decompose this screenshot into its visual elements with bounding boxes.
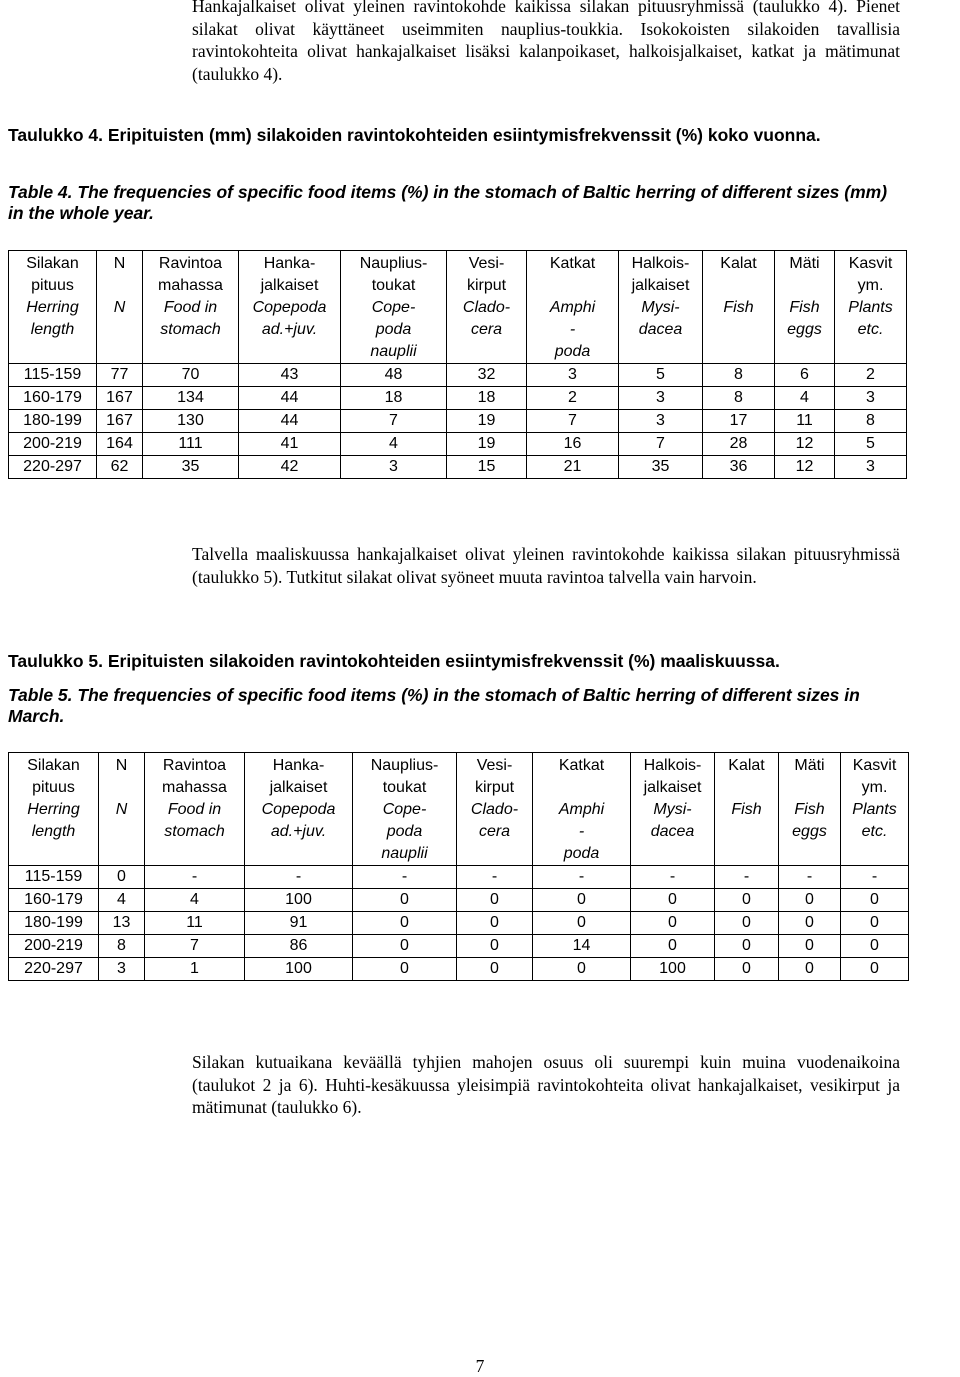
table-cell: 100 [245, 958, 353, 981]
table-cell: 12 [775, 456, 835, 479]
col-header-amphipoda: Katkat Amphi - poda [527, 251, 619, 364]
table-row [9, 364, 907, 387]
table-row [9, 456, 907, 479]
table-cell: - [841, 866, 909, 889]
table-cell: - [779, 866, 841, 889]
table-cell: 0 [841, 889, 909, 912]
table-cell: 220-297 [9, 958, 99, 981]
table-cell: 77 [97, 364, 143, 387]
table-cell: 0 [631, 889, 715, 912]
table-cell: 4 [775, 387, 835, 410]
table-cell: 4 [341, 433, 447, 456]
table-cell: 7 [341, 410, 447, 433]
table-cell: 91 [245, 912, 353, 935]
table-cell: 0 [533, 958, 631, 981]
table-cell: 115-159 [9, 364, 97, 387]
table-cell: 200-219 [9, 433, 97, 456]
table-cell: 43 [239, 364, 341, 387]
table-cell: 8 [703, 387, 775, 410]
table-header-row [9, 753, 909, 866]
table5-caption-fi: Taulukko 5. Eripituisten silakoiden ravintokohteiden esiintymisfrekvenssit (%) maaliskuussa. [8, 651, 780, 671]
table-cell: 0 [457, 889, 533, 912]
col-header-cladocera: Vesi- kirput Clado- cera [447, 251, 527, 364]
table-cell: 0 [99, 866, 145, 889]
table-cell: - [631, 866, 715, 889]
col-header-eggs: Mäti Fish eggs [779, 753, 841, 866]
table-cell: 14 [533, 935, 631, 958]
table-cell: 160-179 [9, 387, 97, 410]
table-cell: 48 [341, 364, 447, 387]
table-cell: 4 [145, 889, 245, 912]
table-cell: 16 [527, 433, 619, 456]
table-cell: 7 [145, 935, 245, 958]
table-cell: 2 [835, 364, 907, 387]
table-cell: 160-179 [9, 889, 99, 912]
table-cell: 8 [703, 364, 775, 387]
table-cell: 3 [527, 364, 619, 387]
table-cell: 0 [533, 912, 631, 935]
table-cell: 5 [835, 433, 907, 456]
page-number: 7 [475, 1356, 485, 1376]
col-header-plants: Kasvit ym. Plants etc. [835, 251, 907, 364]
table-cell: 35 [143, 456, 239, 479]
table-row [9, 889, 909, 912]
table-cell: 3 [99, 958, 145, 981]
table-cell: 0 [779, 958, 841, 981]
table-cell: 41 [239, 433, 341, 456]
middle-paragraph: Talvella maaliskuussa hankajalkaiset olivat yleinen ravintokohde kaikissa silakan pituusryhmissä (taulukko 5). Tutkitut silakat olivat syöneet muuta ravintoa talvella vain harvoin. [192, 544, 900, 587]
col-header-n: N N [97, 251, 143, 364]
col-header-stomach: Ravintoa mahassa Food in stomach [143, 251, 239, 364]
table5-caption-en: Table 5. The frequencies of specific food items (%) in the stomach of Baltic herring of different sizes in March. [8, 685, 860, 726]
table-cell: 17 [703, 410, 775, 433]
table-cell: 42 [239, 456, 341, 479]
table4-caption-fi: Taulukko 4. Eripituisten (mm) silakoiden ravintokohteiden esiintymisfrekvenssit (%) koko vuonna. [8, 125, 821, 145]
table-cell: 0 [457, 912, 533, 935]
table-cell: 0 [353, 958, 457, 981]
table-cell: 200-219 [9, 935, 99, 958]
col-header-cladocera: Vesi- kirput Clado- cera [457, 753, 533, 866]
table-cell: 111 [143, 433, 239, 456]
table-cell: 0 [841, 935, 909, 958]
table-cell: 3 [341, 456, 447, 479]
final-paragraph: Silakan kutuaikana keväällä tyhjien mahojen osuus oli suurempi kuin muina vuodenaikoina (taulukot 2 ja 6). Huhti-kesäkuussa yleisimpiä ravintokohteita olivat hankajalkaiset, vesikirput ja mätimunat (taulukko 6). [192, 1052, 900, 1117]
table-cell: 2 [527, 387, 619, 410]
table-cell: 6 [775, 364, 835, 387]
table-cell: 0 [779, 912, 841, 935]
table-cell: 115-159 [9, 866, 99, 889]
table-cell: 21 [527, 456, 619, 479]
table-cell: 70 [143, 364, 239, 387]
table-cell: 12 [775, 433, 835, 456]
table-cell: - [353, 866, 457, 889]
table-cell: 0 [631, 935, 715, 958]
table-cell: 167 [97, 410, 143, 433]
table-cell: 0 [353, 912, 457, 935]
table-cell: 134 [143, 387, 239, 410]
col-header-amphipoda: Katkat Amphi - poda [533, 753, 631, 866]
table-cell: 130 [143, 410, 239, 433]
table-cell: 11 [145, 912, 245, 935]
col-header-length: Silakan pituus Herring length [9, 251, 97, 364]
table-cell: 8 [99, 935, 145, 958]
table-cell: 28 [703, 433, 775, 456]
table-row [9, 866, 909, 889]
table-cell: 32 [447, 364, 527, 387]
table-cell: 13 [99, 912, 145, 935]
col-header-nauplii: Nauplius- toukat Cope- poda nauplii [353, 753, 457, 866]
table-cell: 3 [619, 387, 703, 410]
table-cell: 164 [97, 433, 143, 456]
table-cell: 15 [447, 456, 527, 479]
table-cell: 100 [245, 889, 353, 912]
col-header-mysidacea: Halkois- jalkaiset Mysi- dacea [631, 753, 715, 866]
table-cell: 62 [97, 456, 143, 479]
table-cell: 0 [353, 889, 457, 912]
table-cell: 7 [527, 410, 619, 433]
table-cell: 0 [715, 958, 779, 981]
col-header-nauplii: Nauplius- toukat Cope- poda nauplii [341, 251, 447, 364]
col-header-copepoda: Hanka- jalkaiset Copepoda ad.+juv. [239, 251, 341, 364]
table-cell: 8 [835, 410, 907, 433]
col-header-fish: Kalat Fish [703, 251, 775, 364]
col-header-stomach: Ravintoa mahassa Food in stomach [145, 753, 245, 866]
table-cell: 18 [341, 387, 447, 410]
table-cell: 86 [245, 935, 353, 958]
table-cell: 7 [619, 433, 703, 456]
intro-paragraph: Hankajalkaiset olivat yleinen ravintokohde kaikissa silakan pituusryhmissä (taulukko 4). Pienet silakat olivat käyttäneet useimmiten nauplius-toukkia. Isokokoisten silakoiden tavallisia ravintokohteita olivat hankajalkaiset lisäksi kalanpoikaset, halkoisjalkaiset, katkat ja mätimunat (taulukko 4). [192, 0, 900, 84]
table-cell: 36 [703, 456, 775, 479]
table-cell: 5 [619, 364, 703, 387]
col-header-fish: Kalat Fish [715, 753, 779, 866]
table-cell: 3 [835, 387, 907, 410]
table-cell: 19 [447, 410, 527, 433]
table-row [9, 433, 907, 456]
table-cell: 35 [619, 456, 703, 479]
col-header-copepoda: Hanka- jalkaiset Copepoda ad.+juv. [245, 753, 353, 866]
col-header-eggs: Mäti Fish eggs [775, 251, 835, 364]
table4-caption-en: Table 4. The frequencies of specific food items (%) in the stomach of Baltic herring of different sizes (mm) in the whole year. [8, 182, 888, 223]
table-row [9, 387, 907, 410]
table-cell: 3 [619, 410, 703, 433]
table-cell: 0 [841, 958, 909, 981]
table-cell: 0 [631, 912, 715, 935]
table-cell: 0 [841, 912, 909, 935]
table-cell: 0 [533, 889, 631, 912]
table4 [8, 250, 907, 479]
table5 [8, 752, 909, 981]
col-header-mysidacea: Halkois- jalkaiset Mysi- dacea [619, 251, 703, 364]
table-row [9, 958, 909, 981]
table-cell: 220-297 [9, 456, 97, 479]
table-cell: - [715, 866, 779, 889]
table-cell: 0 [353, 935, 457, 958]
table-cell: - [245, 866, 353, 889]
col-header-length: Silakan pituus Herring length [9, 753, 99, 866]
table-cell: 3 [835, 456, 907, 479]
table-cell: 180-199 [9, 410, 97, 433]
table-cell: 18 [447, 387, 527, 410]
table-cell: 0 [457, 958, 533, 981]
table-row [9, 410, 907, 433]
table-cell: 19 [447, 433, 527, 456]
table-row [9, 935, 909, 958]
table-cell: 0 [457, 935, 533, 958]
table-cell: 1 [145, 958, 245, 981]
col-header-plants: Kasvit ym. Plants etc. [841, 753, 909, 866]
table-cell: 100 [631, 958, 715, 981]
table-cell: 11 [775, 410, 835, 433]
table-row [9, 912, 909, 935]
table-cell: 167 [97, 387, 143, 410]
table-cell: 44 [239, 410, 341, 433]
table-cell: 0 [779, 935, 841, 958]
table-cell: - [533, 866, 631, 889]
col-header-n: N N [99, 753, 145, 866]
table-header-row [9, 251, 907, 364]
table-cell: 180-199 [9, 912, 99, 935]
table-cell: 0 [715, 935, 779, 958]
table-cell: 0 [715, 912, 779, 935]
table-cell: 4 [99, 889, 145, 912]
table-cell: 44 [239, 387, 341, 410]
table-cell: - [145, 866, 245, 889]
table-cell: 0 [779, 889, 841, 912]
table-cell: 0 [715, 889, 779, 912]
table-cell: - [457, 866, 533, 889]
